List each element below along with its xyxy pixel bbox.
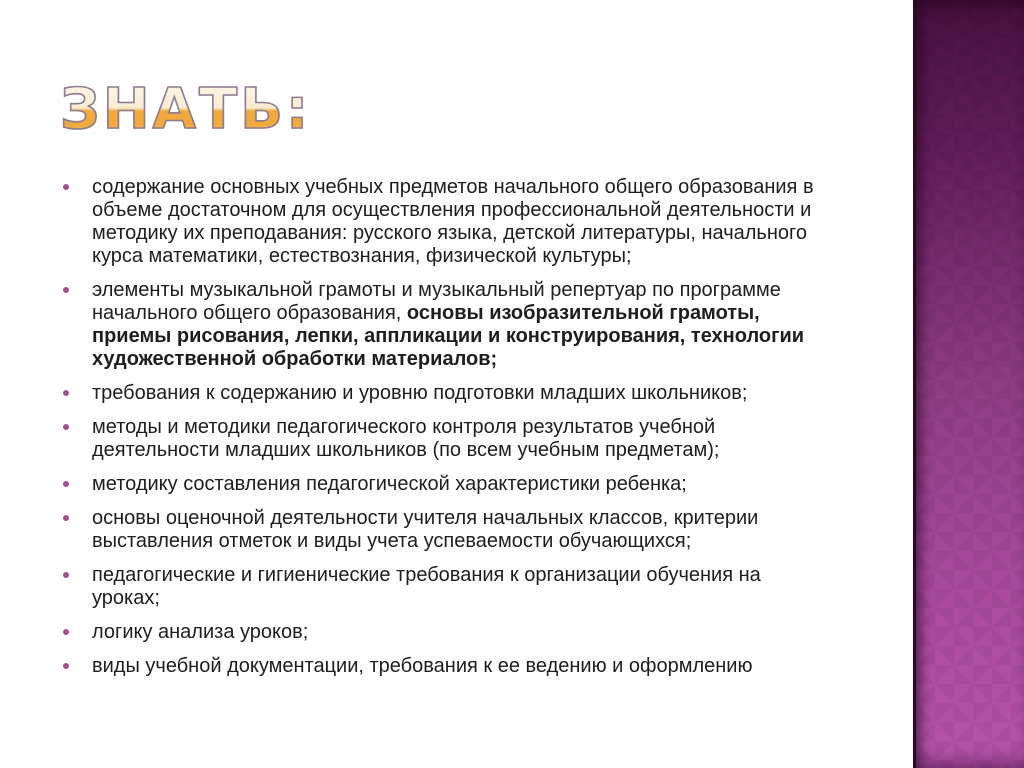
bullet-icon	[63, 481, 69, 487]
list-item	[60, 176, 820, 268]
list-item	[60, 564, 820, 610]
bullet-text: методику составления педагогической характеристики ребенка;	[92, 473, 687, 495]
bullet-list	[60, 176, 820, 689]
list-item	[60, 655, 820, 678]
slide-title: ЗНАТЬ:	[60, 77, 312, 142]
bullet-icon	[63, 390, 69, 396]
list-item	[60, 473, 820, 496]
bullet-icon	[63, 663, 69, 669]
list-item	[60, 382, 820, 405]
bullet-icon	[63, 424, 69, 430]
decorative-sidebar	[913, 0, 1024, 768]
list-item	[60, 416, 820, 462]
bullet-text: элементы музыкальной грамоты и музыкальный репертуар по программе начального общего образования,	[92, 279, 781, 324]
bullet-icon	[63, 572, 69, 578]
list-item	[60, 621, 820, 644]
list-item	[60, 507, 820, 553]
bullet-text: содержание основных учебных предметов начального общего образования в объеме достаточном для осуществления профессиональной деятельности и методику их преподавания: русского языка, детской литературы, начального курса математики, естествознания, физической культуры;	[92, 176, 814, 267]
bullet-icon	[63, 184, 69, 190]
bullet-text: требования к содержанию и уровню подготовки младших школьников;	[92, 382, 748, 404]
bullet-icon	[63, 515, 69, 521]
bullet-text: логику анализа уроков;	[92, 621, 309, 643]
bullet-icon	[63, 287, 69, 293]
bullet-text: педагогические и гигиенические требования к организации обучения на уроках;	[92, 564, 761, 609]
bullet-text: методы и методики педагогического контроля результатов учебной деятельности младших школьников (по всем учебным предметам);	[92, 416, 720, 461]
bullet-text-bold: основы изобразительной грамоты, приемы рисования, лепки, аппликации и конструирования, технологии художественной обработки материалов;	[92, 302, 805, 370]
bullet-text: виды учебной документации, требования к ее ведению и оформлению	[92, 655, 753, 677]
bullet-text: основы оценочной деятельности учителя начальных классов, критерии выставления отметок и виды учета успеваемости обучающихся;	[92, 507, 759, 552]
bullet-icon	[63, 629, 69, 635]
list-item	[60, 279, 820, 371]
